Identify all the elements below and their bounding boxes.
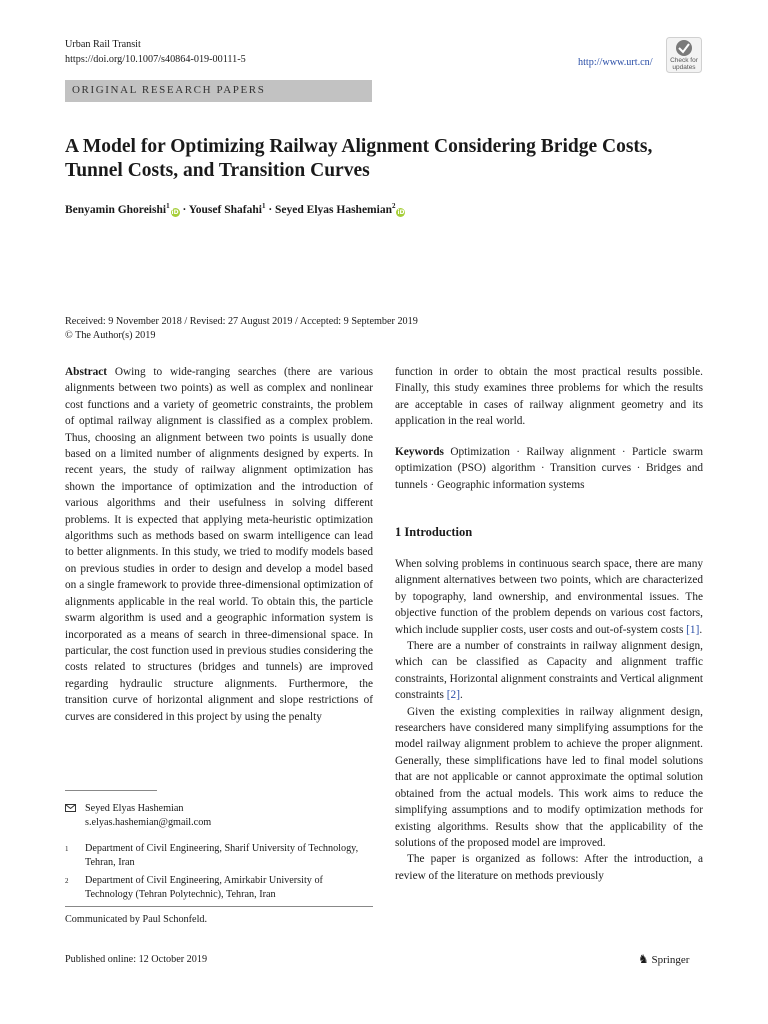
abstract: [65, 364, 373, 725]
journal-name: Urban Rail Transit: [65, 39, 141, 50]
author-name: Seyed Elyas Hashemian: [275, 203, 392, 216]
author-name: Benyamin Ghoreishi: [65, 203, 167, 216]
author-affiliation-number: 1: [166, 202, 170, 210]
springer-horse-icon: ♞: [638, 952, 649, 966]
citation-link[interactable]: [2]: [446, 689, 460, 702]
badge-line2: updates: [672, 64, 696, 71]
corresponding-author-footnote: [65, 802, 373, 830]
badge-line1: Check for: [670, 57, 698, 64]
corresponding-author-email[interactable]: s.elyas.hashemian@gmail.com: [85, 817, 212, 828]
footnote-divider: [65, 906, 373, 907]
received-dates: Received: 9 November 2018 / Revised: 27 August 2019 / Accepted: 9 September 2019: [65, 316, 418, 327]
affiliation-number: 1: [65, 845, 69, 853]
intro-paragraph: When solving problems in continuous search space, there are many alignment alternatives between two points, which are characterized by topography, land ownership, and environmental issues. The objective function of the problem depends on various cost factors, which include supplier costs, user costs and out-of-system costs: [395, 558, 703, 636]
envelope-icon: [65, 802, 76, 817]
orcid-icon[interactable]: iD: [397, 208, 405, 216]
footnote-divider: [65, 790, 157, 791]
abstract-label: Abstract: [65, 366, 108, 378]
doi-link[interactable]: https://doi.org/10.1007/s40864-019-00111-5: [65, 54, 246, 65]
keywords-label: Keywords: [395, 446, 444, 458]
journal-url-link[interactable]: http://www.urt.cn/: [578, 57, 653, 68]
author-separator: ·: [179, 203, 189, 216]
affiliation-text: Department of Civil Engineering, Amirkabir University of Technology (Tehran Polytechnic), Tehran, Iran: [85, 875, 323, 900]
article-type-label: ORIGINAL RESEARCH PAPERS: [72, 84, 266, 96]
affiliation-1: [65, 842, 373, 870]
author-affiliation-number: 2: [391, 202, 396, 210]
affiliation-number: 2: [65, 877, 69, 885]
author-separator: ·: [265, 203, 276, 216]
publisher-logo: [638, 952, 689, 967]
author-list: [65, 202, 405, 217]
intro-paragraph: Given the existing complexities in railway alignment design, researchers have considered many simplifying assumptions for the model railway alignment problem to achieve the proper alignment. Generally, these simplifications have led to final model solutions that are not applicable or cannot approximate the optimal solution obtained from the actual models. This work aims to reduce the simplifying assumptions and to modify optimization methods for existing algorithms. Results show that the applicability of the solutions of the proposed model are improved.: [395, 705, 703, 849]
check-for-updates-badge[interactable]: [666, 37, 702, 73]
keywords: [395, 444, 703, 493]
abstract-text: Owing to wide-ranging searches (there are various alignments between two points) as well as complex and nonlinear cost functions and a variety of geometric constraints, the problem of optimal railway alignment is classified as a complex problem. Thus, choosing an alignment between two points is usually done based on a limited number of alignments designed by experts. In recent years, the study of railway alignment optimization has shown the importance of optimization and the introduction of various algorithms and their usefulness in solving different problems. It is expected that applying meta-heuristic optimization algorithms such as methods based on swarm intelligence can lead to better alignments. In this study, we tried to modify models based on previous studies in order to design and develop a model based on a single framework to provide three-dimensional optimization of alignments applicable in the real world. To obtain this, the particle swarm algorithm is used and a geographic information system is incorporated as a means of search in three-dimensional space. In particular, the cost function used in previous studies considering the costs related to structures (bridges and tunnels) are improved regarding hydraulic structure alignments. Furthermore, the transition curve of horizontal alignment and slope restrictions of curves are considered in this project by using the penalty: [65, 366, 374, 723]
published-online: Published online: 12 October 2019: [65, 954, 208, 965]
affiliation-text: Department of Civil Engineering, Sharif University of Technology, Tehran, Iran: [85, 843, 359, 868]
article-type-banner: [65, 80, 372, 102]
introduction-body: When solving problems in continuous search space, there are many alignment alternatives between two points, which are characterized by topography, land ownership, and environmental issues. The objective function of the problem depends on various cost factors, which include supplier costs, user costs and out-of-system costs [1]. There are a number of constraints in railway alignment design, which can be classified as Capacity and alignment traffic constraints, Horizontal alignment constraints and Vertical alignment constraints [2]. Given the existing complexities in railway alignment design, researchers have considered many simplifying assumptions for the model railway alignment problem to achieve the proper alignment. Generally, these simplifications have led to final model solutions that are not applicable or cannot approximate the optimal solution obtained from the actual models. This work aims to reduce the simplifying assumptions and to modify optimization methods for existing algorithms. Results show that the applicability of the solutions of the proposed model are improved. The paper is organized as follows: After the introduction, a review of the literature on methods previously: [395, 556, 703, 884]
publisher-name: Springer: [651, 954, 690, 966]
keywords-text: Optimization · Railway alignment · Particle swarm optimization (PSO) algorithm · Transition curves · Bridges and tunnels · Geographic information systems: [395, 446, 703, 491]
affiliation-2: [65, 874, 373, 902]
corresponding-author-name: Seyed Elyas Hashemian: [85, 803, 184, 814]
abstract-continued: function in order to obtain the most practical results possible. Finally, this study examines three problems for which the results are acceptable in cases of railway alignment geometry and its application in the real world.: [395, 366, 703, 428]
author-name: Yousef Shafahi: [188, 203, 262, 216]
copyright: © The Author(s) 2019: [65, 330, 156, 341]
intro-paragraph: The paper is organized as follows: After the introduction, a review of the literature on methods previously: [395, 853, 703, 882]
paper-title: A Model for Optimizing Railway Alignment Considering Bridge Costs, Tunnel Costs, and Transition Curves: [65, 136, 653, 181]
citation-link[interactable]: [1]: [686, 623, 700, 636]
intro-paragraph: There are a number of constraints in railway alignment design, which can be classified as Capacity and alignment traffic constraints, Horizontal alignment constraints and Vertical alignment constraints: [395, 640, 703, 702]
communicated-by: Communicated by Paul Schonfeld.: [65, 914, 208, 925]
author-affiliation-number: 1: [261, 202, 266, 210]
orcid-icon[interactable]: iD: [171, 208, 179, 216]
section-heading: 1 Introduction: [395, 525, 473, 539]
